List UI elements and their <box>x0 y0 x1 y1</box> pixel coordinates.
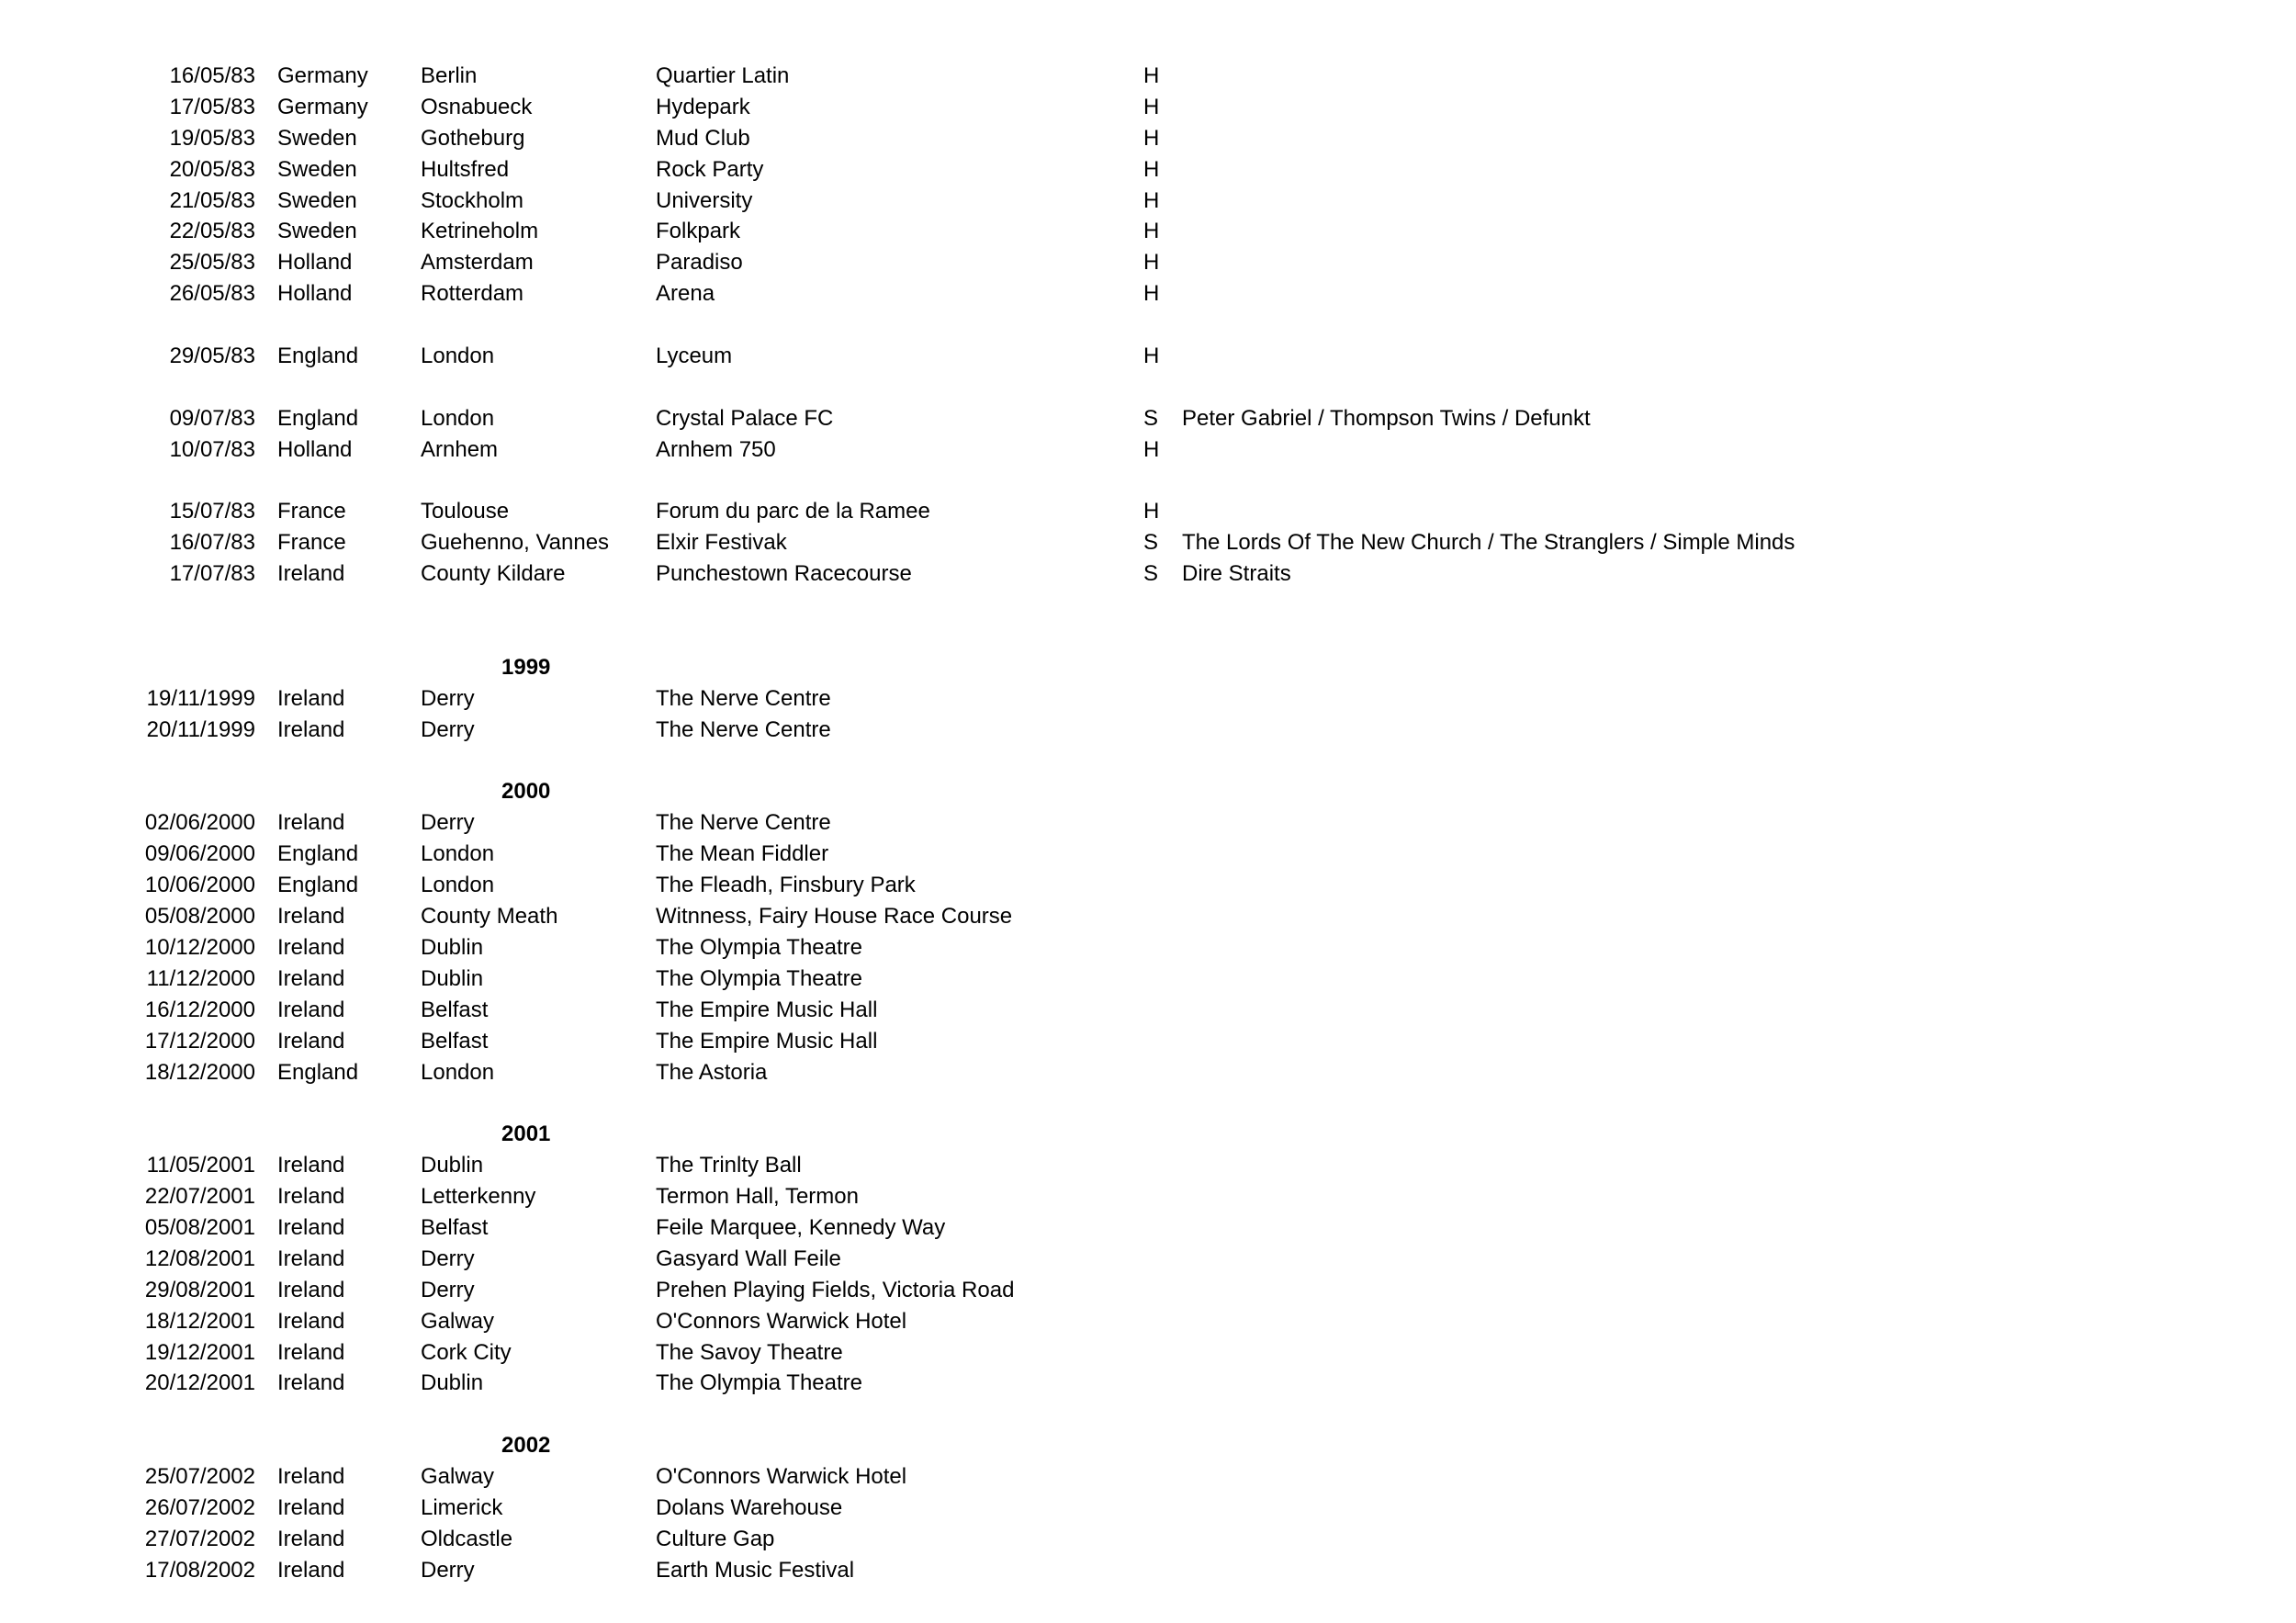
cell-city: Arnhem <box>421 436 499 462</box>
cell-city: Dublin <box>421 934 484 960</box>
cell-venue: O'Connors Warwick Hotel <box>656 1464 907 1490</box>
cell-venue: Folkpark <box>656 219 741 244</box>
cell-date: 19/05/83 <box>169 125 255 151</box>
cell-venue: University <box>656 187 753 213</box>
cell-venue: The Olympia Theatre <box>656 934 862 960</box>
concert-row <box>0 1057 2296 1088</box>
cell-venue: The Empire Music Hall <box>656 1028 878 1054</box>
cell-type: H <box>1143 219 1160 244</box>
concert-row <box>0 1026 2296 1057</box>
concert-row <box>0 995 2296 1026</box>
cell-venue: The Astoria <box>656 1059 768 1085</box>
cell-city: Oldcastle <box>421 1526 513 1551</box>
cell-type: S <box>1143 561 1159 587</box>
cell-city: Osnabueck <box>421 94 533 119</box>
cell-venue: Witnness, Fairy House Race Course <box>656 904 1013 930</box>
cell-country: Ireland <box>277 965 345 991</box>
cell-venue: O'Connors Warwick Hotel <box>656 1308 907 1334</box>
cell-venue: Termon Hall, Termon <box>656 1184 859 1210</box>
cell-date: 27/07/2002 <box>144 1526 255 1551</box>
spacer-row <box>0 1088 2296 1119</box>
cell-date: 20/05/83 <box>169 156 255 182</box>
cell-venue: The Nerve Centre <box>656 685 831 711</box>
cell-country: Holland <box>277 281 353 307</box>
cell-country: Ireland <box>277 1153 345 1178</box>
cell-city: County Kildare <box>421 561 566 587</box>
concert-row <box>0 870 2296 901</box>
cell-date: 18/12/2000 <box>144 1059 255 1085</box>
cell-date: 02/06/2000 <box>144 810 255 836</box>
cell-country: England <box>277 1059 359 1085</box>
cell-city: Ketrineholm <box>421 219 539 244</box>
cell-date: 09/07/83 <box>169 405 255 431</box>
cell-country: England <box>277 841 359 867</box>
cell-venue: The Empire Music Hall <box>656 997 878 1022</box>
concert-row <box>0 216 2296 247</box>
cell-date: 25/07/2002 <box>144 1464 255 1490</box>
cell-venue: The Trinlty Ball <box>656 1153 802 1178</box>
cell-date: 16/07/83 <box>169 530 255 556</box>
cell-city: Belfast <box>421 1214 489 1240</box>
cell-venue: The Savoy Theatre <box>656 1339 843 1365</box>
cell-country: Ireland <box>277 997 345 1022</box>
cell-venue: Dolans Warehouse <box>656 1494 843 1520</box>
cell-country: Ireland <box>277 716 345 742</box>
cell-city: Guehenno, Vannes <box>421 530 610 556</box>
year-heading: 2002 <box>501 1433 551 1459</box>
cell-country: Sweden <box>277 187 357 213</box>
cell-country: Germany <box>277 63 368 88</box>
cell-country: Ireland <box>277 1028 345 1054</box>
cell-venue: Culture Gap <box>656 1526 775 1551</box>
cell-city: Limerick <box>421 1494 503 1520</box>
concert-row <box>0 527 2296 558</box>
concert-row <box>0 1275 2296 1306</box>
concert-row <box>0 496 2296 527</box>
cell-venue: Arnhem 750 <box>656 436 776 462</box>
cell-venue: Forum du parc de la Ramee <box>656 499 930 524</box>
cell-city: Galway <box>421 1464 495 1490</box>
cell-city: London <box>421 344 495 369</box>
cell-country: England <box>277 405 359 431</box>
concert-row <box>0 1181 2296 1212</box>
cell-venue: Arena <box>656 281 715 307</box>
cell-date: 15/07/83 <box>169 499 255 524</box>
cell-type: S <box>1143 405 1159 431</box>
concert-row <box>0 1461 2296 1493</box>
concert-row <box>0 403 2296 434</box>
spacer-row <box>0 590 2296 621</box>
cell-date: 10/12/2000 <box>144 934 255 960</box>
concert-row <box>0 247 2296 278</box>
cell-support: Peter Gabriel / Thompson Twins / Defunkt <box>1182 405 1591 431</box>
cell-country: Ireland <box>277 561 345 587</box>
concert-row <box>0 1212 2296 1244</box>
cell-date: 17/08/2002 <box>144 1557 255 1583</box>
year-heading: 2001 <box>501 1121 551 1147</box>
cell-city: Rotterdam <box>421 281 524 307</box>
cell-country: Ireland <box>277 1557 345 1583</box>
cell-city: Derry <box>421 685 475 711</box>
cell-date: 19/12/2001 <box>144 1339 255 1365</box>
year-heading: 2000 <box>501 779 551 805</box>
cell-country: Sweden <box>277 156 357 182</box>
cell-type: H <box>1143 250 1160 276</box>
cell-city: Cork City <box>421 1339 512 1365</box>
cell-venue: Rock Party <box>656 156 764 182</box>
cell-type: H <box>1143 156 1160 182</box>
cell-city: Letterkenny <box>421 1184 536 1210</box>
spacer-row <box>0 310 2296 341</box>
concert-row <box>0 186 2296 217</box>
cell-country: Ireland <box>277 904 345 930</box>
cell-support: The Lords Of The New Church / The Stranglers / Simple Minds <box>1182 530 1795 556</box>
concert-row <box>0 1150 2296 1181</box>
cell-date: 10/06/2000 <box>144 873 255 898</box>
cell-venue: The Olympia Theatre <box>656 1370 862 1396</box>
cell-venue: Hydepark <box>656 94 750 119</box>
concert-row <box>0 1306 2296 1337</box>
cell-country: Holland <box>277 436 353 462</box>
cell-venue: The Nerve Centre <box>656 810 831 836</box>
cell-venue: Crystal Palace FC <box>656 405 834 431</box>
cell-date: 20/12/2001 <box>144 1370 255 1396</box>
year-heading: 1999 <box>501 654 551 680</box>
cell-date: 09/06/2000 <box>144 841 255 867</box>
concert-row <box>0 61 2296 92</box>
cell-country: Ireland <box>277 1526 345 1551</box>
cell-country: Ireland <box>277 810 345 836</box>
concert-row <box>0 715 2296 746</box>
cell-country: Ireland <box>277 685 345 711</box>
cell-date: 17/05/83 <box>169 94 255 119</box>
cell-country: Ireland <box>277 1184 345 1210</box>
cell-type: H <box>1143 499 1160 524</box>
cell-country: Ireland <box>277 1464 345 1490</box>
concert-list <box>0 61 2296 1586</box>
cell-country: Ireland <box>277 1339 345 1365</box>
concert-row <box>0 154 2296 186</box>
concert-row <box>0 1368 2296 1399</box>
cell-date: 11/05/2001 <box>146 1153 255 1178</box>
cell-city: Dublin <box>421 1153 484 1178</box>
cell-venue: The Mean Fiddler <box>656 841 829 867</box>
concert-row <box>0 558 2296 590</box>
cell-country: Sweden <box>277 125 357 151</box>
cell-country: Ireland <box>277 934 345 960</box>
cell-country: England <box>277 873 359 898</box>
concert-row <box>0 964 2296 995</box>
cell-country: Ireland <box>277 1214 345 1240</box>
spacer-row <box>0 466 2296 497</box>
cell-city: Gotheburg <box>421 125 525 151</box>
cell-date: 11/12/2000 <box>146 965 255 991</box>
cell-date: 25/05/83 <box>169 250 255 276</box>
concert-row <box>0 92 2296 123</box>
concert-row <box>0 1337 2296 1369</box>
cell-city: County Meath <box>421 904 558 930</box>
cell-city: London <box>421 1059 495 1085</box>
cell-venue: Prehen Playing Fields, Victoria Road <box>656 1277 1015 1302</box>
cell-venue: The Fleadh, Finsbury Park <box>656 873 916 898</box>
cell-country: France <box>277 530 346 556</box>
spacer-row <box>0 372 2296 403</box>
cell-country: Ireland <box>277 1245 345 1271</box>
concert-row <box>0 1493 2296 1524</box>
year-heading-row <box>0 776 2296 807</box>
cell-date: 26/05/83 <box>169 281 255 307</box>
spacer-row <box>0 1399 2296 1430</box>
cell-country: Sweden <box>277 219 357 244</box>
concert-row <box>0 1555 2296 1586</box>
cell-date: 19/11/1999 <box>146 685 255 711</box>
cell-city: Berlin <box>421 63 478 88</box>
cell-city: Dublin <box>421 1370 484 1396</box>
cell-type: H <box>1143 344 1160 369</box>
concert-row <box>0 839 2296 870</box>
cell-type: H <box>1143 125 1160 151</box>
cell-date: 05/08/2000 <box>144 904 255 930</box>
concert-row <box>0 434 2296 466</box>
cell-country: Ireland <box>277 1277 345 1302</box>
cell-country: Ireland <box>277 1308 345 1334</box>
cell-country: Ireland <box>277 1370 345 1396</box>
cell-city: London <box>421 841 495 867</box>
cell-city: Derry <box>421 1557 475 1583</box>
cell-date: 05/08/2001 <box>144 1214 255 1240</box>
cell-date: 17/12/2000 <box>144 1028 255 1054</box>
cell-city: Dublin <box>421 965 484 991</box>
cell-date: 21/05/83 <box>169 187 255 213</box>
cell-country: Germany <box>277 94 368 119</box>
cell-date: 29/08/2001 <box>144 1277 255 1302</box>
cell-city: Derry <box>421 810 475 836</box>
cell-type: H <box>1143 436 1160 462</box>
concert-row <box>0 807 2296 839</box>
concert-row <box>0 901 2296 932</box>
cell-venue: Mud Club <box>656 125 750 151</box>
cell-venue: Punchestown Racecourse <box>656 561 912 587</box>
cell-city: Stockholm <box>421 187 524 213</box>
cell-venue: Quartier Latin <box>656 63 790 88</box>
cell-type: S <box>1143 530 1159 556</box>
cell-city: London <box>421 405 495 431</box>
cell-venue: Paradiso <box>656 250 743 276</box>
cell-date: 16/05/83 <box>169 63 255 88</box>
spacer-row <box>0 746 2296 777</box>
cell-city: Toulouse <box>421 499 510 524</box>
cell-date: 18/12/2001 <box>144 1308 255 1334</box>
cell-date: 22/07/2001 <box>144 1184 255 1210</box>
concert-row <box>0 123 2296 154</box>
cell-city: Galway <box>421 1308 495 1334</box>
cell-type: H <box>1143 63 1160 88</box>
cell-country: Ireland <box>277 1494 345 1520</box>
cell-support: Dire Straits <box>1182 561 1291 587</box>
cell-country: Holland <box>277 250 353 276</box>
cell-city: Derry <box>421 1245 475 1271</box>
cell-date: 22/05/83 <box>169 219 255 244</box>
cell-city: London <box>421 873 495 898</box>
cell-date: 20/11/1999 <box>146 716 255 742</box>
year-heading-row <box>0 1119 2296 1150</box>
cell-type: H <box>1143 187 1160 213</box>
cell-city: Belfast <box>421 1028 489 1054</box>
concert-row <box>0 683 2296 715</box>
spacer-row <box>0 621 2296 652</box>
cell-venue: Earth Music Festival <box>656 1557 855 1583</box>
concert-row <box>0 1524 2296 1555</box>
cell-city: Hultsfred <box>421 156 510 182</box>
cell-city: Amsterdam <box>421 250 534 276</box>
cell-venue: The Nerve Centre <box>656 716 831 742</box>
cell-type: H <box>1143 281 1160 307</box>
cell-type: H <box>1143 94 1160 119</box>
cell-venue: Feile Marquee, Kennedy Way <box>656 1214 946 1240</box>
year-heading-row <box>0 1430 2296 1461</box>
concert-row <box>0 1244 2296 1275</box>
cell-date: 12/08/2001 <box>144 1245 255 1271</box>
cell-country: England <box>277 344 359 369</box>
cell-date: 16/12/2000 <box>144 997 255 1022</box>
cell-venue: Elxir Festivak <box>656 530 787 556</box>
cell-venue: Gasyard Wall Feile <box>656 1245 841 1271</box>
concert-row <box>0 341 2296 372</box>
cell-date: 10/07/83 <box>169 436 255 462</box>
cell-country: France <box>277 499 346 524</box>
cell-venue: The Olympia Theatre <box>656 965 862 991</box>
cell-date: 29/05/83 <box>169 344 255 369</box>
year-heading-row <box>0 652 2296 683</box>
concert-row <box>0 932 2296 964</box>
cell-city: Derry <box>421 1277 475 1302</box>
cell-date: 26/07/2002 <box>144 1494 255 1520</box>
cell-city: Belfast <box>421 997 489 1022</box>
cell-venue: Lyceum <box>656 344 733 369</box>
concert-row <box>0 278 2296 310</box>
cell-city: Derry <box>421 716 475 742</box>
cell-date: 17/07/83 <box>169 561 255 587</box>
